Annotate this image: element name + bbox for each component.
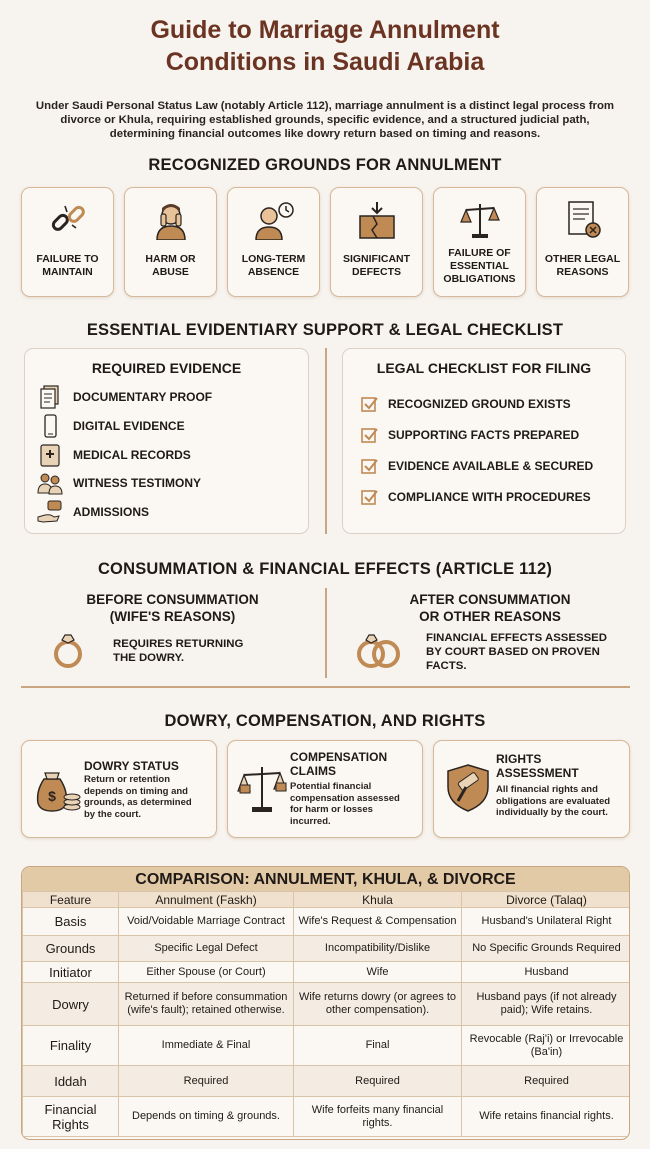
comparison-table-container	[21, 866, 630, 1140]
checkbox-checked-icon	[361, 395, 379, 413]
after-consummation-heading	[345, 591, 635, 625]
checklist-item	[361, 486, 591, 508]
gavel-shield-icon	[442, 761, 494, 815]
scales-icon	[458, 200, 502, 240]
evidence-label: MEDICAL RECORDS	[73, 448, 191, 462]
page-title	[0, 14, 650, 78]
money-scales-icon	[236, 761, 288, 815]
cracked-box-icon	[355, 200, 399, 240]
table-cell: Wife forfeits many financial rights.	[294, 1097, 462, 1137]
card-text-line: All financial rights and	[496, 784, 598, 795]
evidence-item	[73, 471, 201, 495]
table-row	[23, 908, 631, 936]
card-text-line: individually by the court.	[496, 807, 608, 819]
required-evidence-heading: REQUIRED EVIDENCE	[91, 360, 242, 376]
before-consummation-heading	[40, 591, 305, 625]
broken-chain-icon	[46, 200, 90, 240]
evidence-label: DIGITAL EVIDENCE	[73, 419, 185, 433]
compensation-claims-card	[227, 740, 423, 838]
ground-card	[330, 187, 423, 297]
checkbox-checked-icon	[361, 426, 379, 444]
row-feature: Grounds	[23, 936, 119, 962]
evidence-item	[73, 500, 149, 524]
before-heading-line: (WIFE'S REASONS)	[109, 609, 236, 624]
checkbox-checked-icon	[361, 457, 379, 475]
checklist-item	[361, 455, 593, 477]
card-text-line: depends on timing and	[84, 785, 188, 797]
person-clock-icon	[252, 200, 296, 240]
evidence-label: ADMISSIONS	[73, 505, 150, 519]
table-row	[23, 983, 631, 1026]
table-row	[23, 1066, 631, 1097]
after-heading-line: OR OTHER REASONS	[419, 609, 561, 624]
column-header: Annulment (Faskh)	[119, 892, 294, 908]
dowry-card-text	[84, 774, 192, 820]
card-text-line: Return or retention	[84, 774, 171, 785]
rights-assessment-card	[433, 740, 630, 838]
comparison-title: COMPARISON: ANNULMENT, KHULA, & DIVORCE	[22, 867, 629, 891]
after-text-line: FINANCIAL EFFECTS ASSESSED	[426, 632, 608, 644]
dowry-heading: DOWRY, COMPENSATION, AND RIGHTS	[164, 712, 486, 730]
table-row	[23, 962, 631, 983]
ground-label: FAILURE TO MAINTAIN	[36, 253, 99, 278]
evidence-section-heading: ESSENTIAL EVIDENTIARY SUPPORT & LEGAL CHECKLIST	[86, 321, 564, 339]
table-cell: Husband's Unilateral Right	[462, 908, 631, 936]
table-cell: Immediate & Final	[119, 1026, 294, 1066]
card-title-line: ASSESSMENT	[496, 766, 579, 780]
card-title-line: COMPENSATION	[290, 750, 388, 764]
medical-record-icon	[37, 443, 63, 467]
required-evidence-box	[24, 348, 309, 534]
table-cell: Required	[294, 1066, 462, 1097]
consummation-heading: CONSUMMATION & FINANCIAL EFFECTS (ARTICLE 112)	[97, 560, 553, 578]
evidence-label: DOCUMENTARY PROOF	[73, 390, 213, 404]
card-text-line: obligations are evaluated	[496, 795, 611, 807]
table-cell: Incompatibility/Dislike	[294, 936, 462, 962]
ground-label: FAILURE OF ESSENTIAL OBLIGATIONS	[443, 246, 516, 285]
table-header-row	[23, 892, 631, 908]
before-consummation-text	[113, 637, 243, 665]
card-text-line: Potential financial	[290, 781, 372, 792]
row-feature: Dowry	[23, 983, 119, 1026]
evidence-item	[73, 443, 191, 467]
wedding-rings-icon	[353, 630, 405, 672]
evidence-label: WITNESS TESTIMONY	[73, 476, 202, 490]
evidence-item	[73, 414, 185, 438]
grounds-grid	[21, 187, 631, 297]
ring-icon	[50, 630, 86, 670]
table-cell: Husband pays (if not already paid); Wife retains.	[462, 983, 631, 1026]
svg-text:$: $	[48, 788, 56, 804]
checklist-label: SUPPORTING FACTS PREPARED	[388, 428, 580, 442]
table-cell: Wife's Request & Compensation	[294, 908, 462, 936]
dowry-status-card	[21, 740, 217, 838]
table-row	[23, 1097, 631, 1137]
ground-card	[124, 187, 217, 297]
row-feature: Finality	[23, 1026, 119, 1066]
column-header: Khula	[294, 892, 462, 908]
checklist-item	[361, 393, 571, 415]
compensation-card-title	[290, 750, 387, 778]
after-consummation-text	[426, 631, 607, 673]
card-text-line: for harm or losses	[290, 804, 373, 816]
rights-card-title	[496, 752, 579, 780]
row-feature: Iddah	[23, 1066, 119, 1097]
dowry-card-title	[84, 759, 179, 773]
table-cell: Either Spouse (or Court)	[119, 962, 294, 983]
table-cell: Depends on timing & grounds.	[119, 1097, 294, 1137]
evidence-item	[73, 385, 212, 409]
row-feature: Basis	[23, 908, 119, 936]
compensation-card-text	[290, 781, 400, 827]
row-feature: Financial Rights	[23, 1097, 119, 1137]
after-heading-line: AFTER CONSUMMATION	[409, 592, 571, 607]
distressed-person-icon	[149, 200, 193, 240]
checklist-item	[361, 424, 579, 446]
intro-paragraph: Under Saudi Personal Status Law (notably Article 112), marriage annulment is a distinct legal process from divorce or Khula, requiring established grounds, specific evidence, and a structured judicial path, determining financial outcomes like dowry return based on timing and reasons.	[35, 100, 615, 140]
card-title-line: CLAIMS	[290, 764, 336, 778]
ground-label: HARM OR ABUSE	[145, 253, 196, 278]
document-x-icon	[561, 200, 605, 240]
table-cell: Returned if before consummation (wife's fault); retained otherwise.	[119, 983, 294, 1026]
card-title-line: DOWRY STATUS	[84, 759, 179, 773]
money-bag-icon	[30, 761, 82, 815]
witnesses-icon	[37, 471, 63, 495]
before-text-line: REQUIRES RETURNING	[113, 638, 244, 650]
table-cell: Revocable (Raj'i) or Irrevocable (Ba'in)	[462, 1026, 631, 1066]
phone-icon	[37, 414, 63, 438]
before-heading-line: BEFORE CONSUMMATION	[86, 592, 259, 607]
after-text-line: BY COURT BASED ON PROVEN	[426, 646, 600, 658]
consummation-divider	[325, 588, 327, 678]
table-cell: Void/Voidable Marriage Contract	[119, 908, 294, 936]
row-feature: Initiator	[23, 962, 119, 983]
title-line-2: Conditions in Saudi Arabia	[165, 48, 485, 76]
section-divider	[325, 348, 327, 534]
table-cell: Husband	[462, 962, 631, 983]
title-line-1: Guide to Marriage Annulment	[150, 16, 500, 44]
card-text-line: grounds, as determined	[84, 797, 192, 809]
legal-checklist-box	[342, 348, 626, 534]
card-text-line: by the court.	[84, 808, 142, 820]
column-header: Divorce (Talaq)	[462, 892, 631, 908]
legal-checklist-heading: LEGAL CHECKLIST FOR FILING	[376, 360, 592, 376]
table-cell: Wife	[294, 962, 462, 983]
table-cell: Wife retains financial rights.	[462, 1097, 631, 1137]
ground-card	[536, 187, 629, 297]
table-cell: Required	[119, 1066, 294, 1097]
checklist-label: COMPLIANCE WITH PROCEDURES	[388, 490, 591, 504]
ground-label: OTHER LEGAL REASONS	[544, 253, 621, 278]
checklist-label: EVIDENCE AVAILABLE & SECURED	[388, 459, 594, 473]
rights-card-text	[496, 784, 610, 819]
ground-card	[21, 187, 114, 297]
table-cell: No Specific Grounds Required	[462, 936, 631, 962]
after-text-line: FACTS.	[426, 660, 467, 672]
column-header: Feature	[23, 892, 119, 908]
before-text-line: THE DOWRY.	[113, 652, 185, 664]
grounds-heading: RECOGNIZED GROUNDS FOR ANNULMENT	[148, 156, 502, 174]
table-row	[23, 936, 631, 962]
ground-label: SIGNIFICANT DEFECTS	[342, 253, 411, 278]
comparison-table	[22, 891, 630, 1137]
table-row	[23, 1026, 631, 1066]
card-text-line: incurred.	[290, 815, 331, 827]
section-divider	[21, 686, 630, 688]
table-cell: Required	[462, 1066, 631, 1097]
ground-card	[227, 187, 320, 297]
documents-icon	[37, 385, 63, 409]
table-cell: Specific Legal Defect	[119, 936, 294, 962]
ground-card	[433, 187, 526, 297]
table-cell: Final	[294, 1026, 462, 1066]
card-text-line: compensation assessed	[290, 792, 400, 804]
card-title-line: RIGHTS	[496, 752, 542, 766]
checkbox-checked-icon	[361, 488, 379, 506]
checklist-label: RECOGNIZED GROUND EXISTS	[388, 397, 571, 411]
hand-speech-icon	[37, 500, 63, 524]
table-cell: Wife returns dowry (or agrees to other compensation).	[294, 983, 462, 1026]
ground-label: LONG-TERM ABSENCE	[241, 253, 306, 278]
